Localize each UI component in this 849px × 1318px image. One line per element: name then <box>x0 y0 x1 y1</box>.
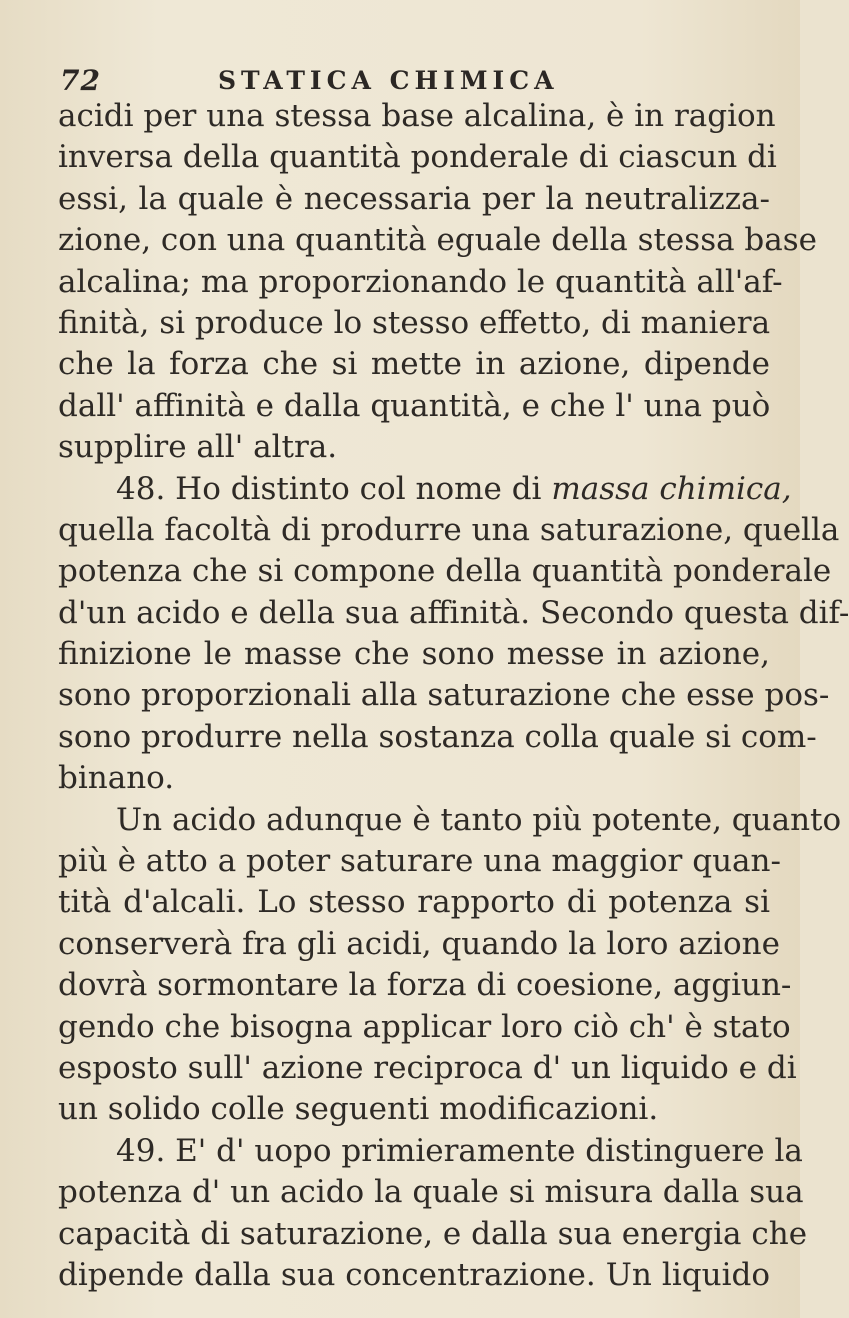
text-line: un solido colle seguenti modificazioni. <box>58 1091 659 1128</box>
text-line: Un acido adunque è tanto più potente, quanto <box>116 801 842 838</box>
text-line-paragraph-48 <box>58 469 792 510</box>
text-line: gendo che bisogna applicar loro ciò ch' è stato <box>58 1008 791 1045</box>
paragraph-48-start: 48. Ho distinto col nome di <box>116 470 542 507</box>
italic-term-massa-chimica: massa chimica, <box>551 470 792 507</box>
text-line: potenza che si compone della quantità ponderale <box>58 553 832 590</box>
text-line: sono produrre nella sostanza colla quale si com- <box>58 718 817 755</box>
text-line: d'un acido e della sua affinità. Secondo questa dif- <box>58 594 849 631</box>
text-line: più è atto a poter saturare una maggior quan- <box>58 843 781 880</box>
text-line: binano. <box>58 760 175 797</box>
text-line: esposto sull' azione reciproca d' un liquido e di <box>58 1049 797 1086</box>
page-header <box>58 64 770 100</box>
text-line: conserverà fra gli acidi, quando la loro azione <box>58 925 780 962</box>
text-line: che la forza che si mette in azione, dipende <box>58 346 770 383</box>
text-line: dovrà sormontare la forza di coesione, aggiun- <box>58 967 792 1004</box>
page-number: 72 <box>60 64 101 97</box>
text-line: finità, si produce lo stesso effetto, di maniera <box>58 304 771 341</box>
text-line: zione, con una quantità eguale della stessa base <box>58 222 818 259</box>
text-line: alcalina; ma proporzionando le quantità all'af- <box>58 263 783 300</box>
text-line: essi, la quale è necessaria per la neutralizza- <box>58 180 770 217</box>
text-line: potenza d' un acido la quale si misura dalla sua <box>58 1174 804 1211</box>
text-line: dall' affinità e dalla quantità, e che l' una può <box>58 387 771 424</box>
text-line: dipende dalla sua concentrazione. Un liquido <box>58 1256 770 1293</box>
text-line: finizione le masse che sono messe in azione, <box>58 636 770 673</box>
text-line: capacità di saturazione, e dalla sua energia che <box>58 1215 808 1252</box>
running-head: STATICA CHIMICA <box>218 66 559 95</box>
text-line: supplire all' altra. <box>58 429 338 466</box>
text-line: sono proporzionali alla saturazione che esse pos- <box>58 677 830 714</box>
text-line: inversa della quantità ponderale di ciascun di <box>58 139 777 176</box>
text-line: 49. E' d' uopo primieramente distinguere la <box>116 1132 803 1169</box>
text-line: quella facoltà di produrre una saturazione, quella <box>58 511 840 548</box>
text-line: tità d'alcali. Lo stesso rapporto di potenza si <box>58 884 770 921</box>
text-line: acidi per una stessa base alcalina, è in ragion <box>58 98 776 134</box>
body-text <box>58 96 849 1296</box>
